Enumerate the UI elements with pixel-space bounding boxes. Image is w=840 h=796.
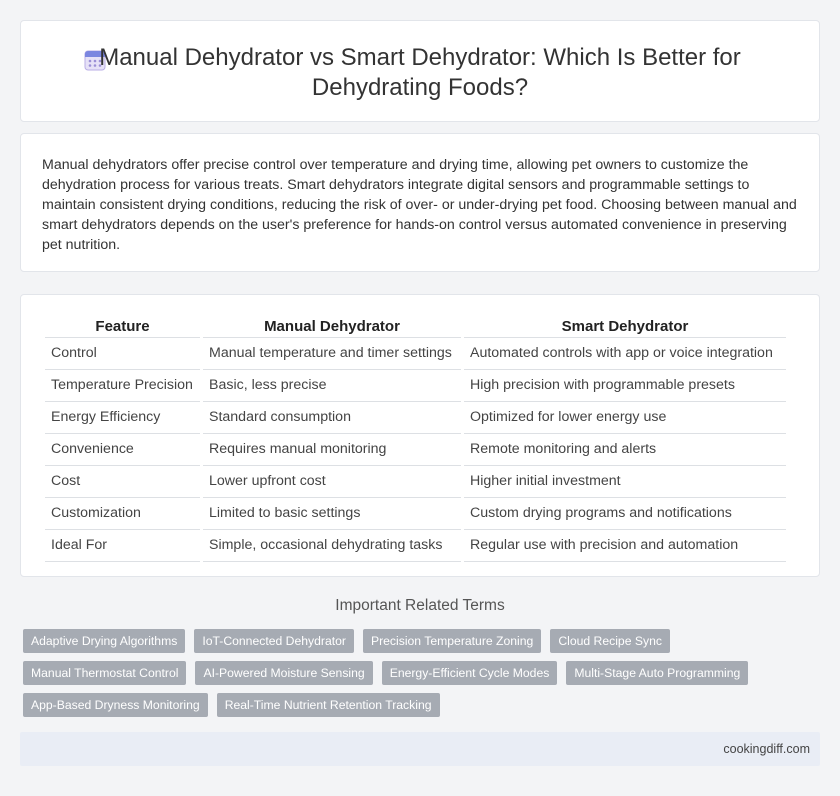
cell-manual: Lower upfront cost bbox=[203, 465, 461, 497]
cell-feature: Ideal For bbox=[45, 529, 200, 562]
cell-feature: Cost bbox=[45, 465, 200, 497]
related-terms-heading: Important Related Terms bbox=[335, 597, 505, 614]
cell-smart: Remote monitoring and alerts bbox=[464, 433, 786, 465]
cell-smart: Regular use with precision and automation bbox=[464, 529, 786, 562]
table-row bbox=[45, 337, 786, 369]
cell-smart: Custom drying programs and notifications bbox=[464, 497, 786, 529]
header-smart: Smart Dehydrator bbox=[561, 318, 689, 335]
cell-feature: Customization bbox=[45, 497, 200, 529]
term-tag[interactable]: IoT-Connected Dehydrator bbox=[194, 629, 354, 653]
cell-manual: Manual temperature and timer settings bbox=[203, 337, 461, 369]
term-tag[interactable]: Cloud Recipe Sync bbox=[550, 629, 670, 653]
cell-feature: Energy Efficiency bbox=[45, 401, 200, 433]
title-card bbox=[20, 20, 820, 122]
table-row bbox=[45, 401, 786, 433]
cell-feature: Control bbox=[45, 337, 200, 369]
term-tag[interactable]: App-Based Dryness Monitoring bbox=[23, 693, 208, 717]
table-row bbox=[45, 433, 786, 465]
term-tag[interactable]: Energy-Efficient Cycle Modes bbox=[382, 661, 558, 685]
term-tag[interactable]: Manual Thermostat Control bbox=[23, 661, 186, 685]
table-row bbox=[45, 497, 786, 529]
cell-manual: Simple, occasional dehydrating tasks bbox=[203, 529, 461, 562]
cell-smart: Automated controls with app or voice integration bbox=[464, 337, 786, 369]
term-tag[interactable]: Adaptive Drying Algorithms bbox=[23, 629, 185, 653]
term-tag[interactable]: Real-Time Nutrient Retention Tracking bbox=[217, 693, 440, 717]
page-title: Manual Dehydrator vs Smart Dehydrator: Which Is Better for Dehydrating Foods? bbox=[99, 44, 741, 101]
related-terms-tags bbox=[23, 629, 823, 725]
header-feature: Feature bbox=[95, 318, 150, 335]
table-row bbox=[45, 465, 786, 497]
term-tag[interactable]: Multi-Stage Auto Programming bbox=[566, 661, 748, 685]
comparison-table bbox=[42, 317, 789, 562]
table-row bbox=[45, 529, 786, 562]
cell-manual: Basic, less precise bbox=[203, 369, 461, 401]
footer bbox=[20, 732, 820, 766]
cell-manual: Limited to basic settings bbox=[203, 497, 461, 529]
comparison-card bbox=[20, 294, 820, 577]
cell-smart: Optimized for lower energy use bbox=[464, 401, 786, 433]
table-header-row bbox=[45, 317, 786, 337]
intro-paragraph: Manual dehydrators offer precise control over temperature and drying time, allowing pet owners to customize the dehydration process for various treats. Smart dehydrators integrate digital sensors and programmable settings to maintain consistent drying conditions, reducing the risk of over- or under-drying pet food. Choosing between manual and smart dehydrators depends on the user's preference for hands-on control versus automated convenience in preserving pet nutrition. bbox=[42, 157, 797, 253]
header-manual: Manual Dehydrator bbox=[264, 318, 400, 335]
footer-site-link[interactable]: cookingdiff.com bbox=[723, 742, 810, 756]
cell-smart: High precision with programmable presets bbox=[464, 369, 786, 401]
cell-feature: Temperature Precision bbox=[45, 369, 200, 401]
table-row bbox=[45, 369, 786, 401]
term-tag[interactable]: AI-Powered Moisture Sensing bbox=[195, 661, 372, 685]
cell-manual: Requires manual monitoring bbox=[203, 433, 461, 465]
term-tag[interactable]: Precision Temperature Zoning bbox=[363, 629, 541, 653]
cell-manual: Standard consumption bbox=[203, 401, 461, 433]
cell-feature: Convenience bbox=[45, 433, 200, 465]
cell-smart: Higher initial investment bbox=[464, 465, 786, 497]
intro-card bbox=[20, 133, 820, 272]
